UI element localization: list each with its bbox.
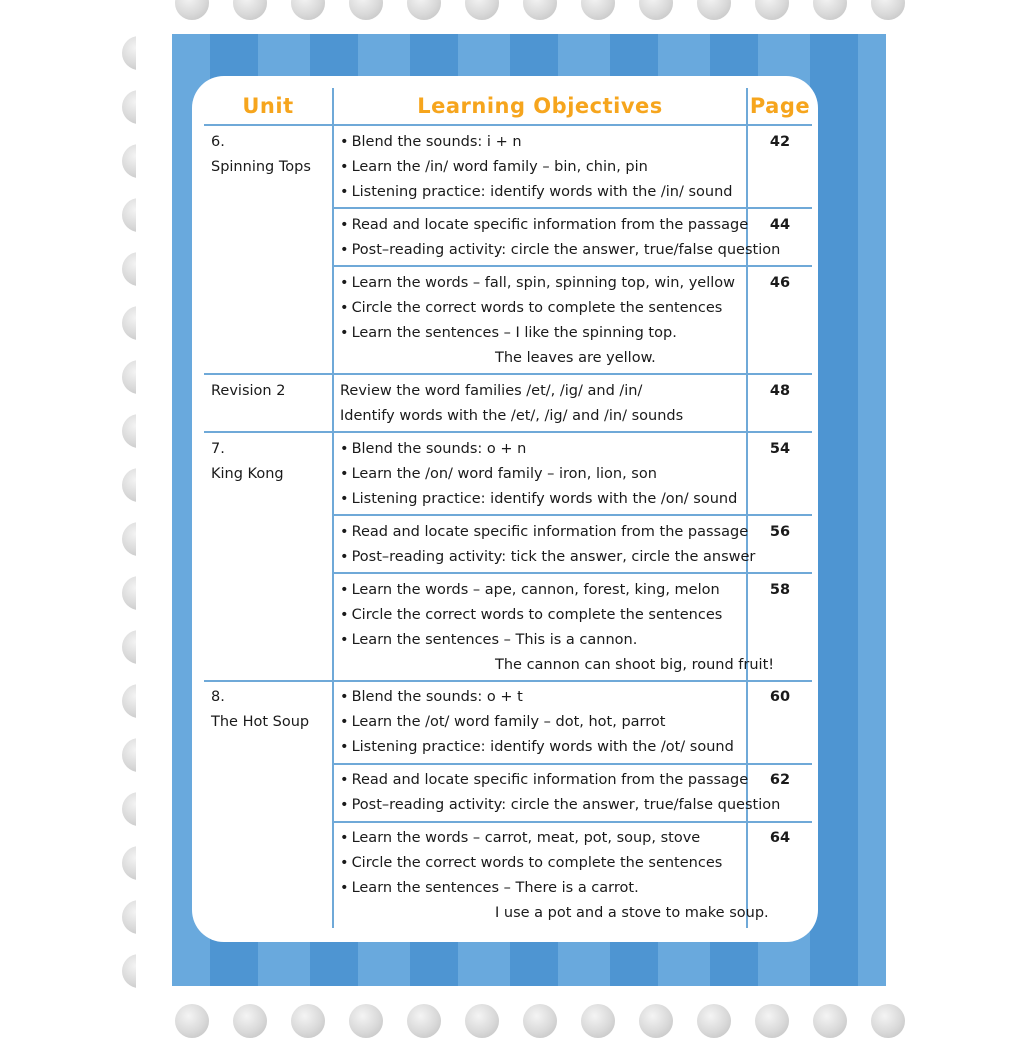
ring-icon	[697, 0, 731, 20]
objective-item: • Listening practice: identify words with the /on/ sound	[340, 487, 737, 512]
page-number: 48	[769, 383, 791, 399]
objective-item: • Listening practice: identify words with the /ot/ sound	[340, 735, 734, 760]
objective-item: • Post–reading activity: tick the answer, circle the answer	[340, 545, 755, 570]
unit-name: The Hot Soup	[211, 714, 310, 730]
ring-icon	[639, 1004, 673, 1038]
ring-icon	[755, 1004, 789, 1038]
ring-icon	[871, 1004, 905, 1038]
objective-item: • Circle the correct words to complete the sentences	[340, 851, 722, 876]
ring-icon	[349, 0, 383, 20]
ring-icon	[291, 0, 325, 20]
unit-number: 6.	[211, 134, 225, 150]
ring-icon	[291, 1004, 325, 1038]
ring-icon	[581, 0, 615, 20]
objective-item: • Learn the /ot/ word family – dot, hot, parrot	[340, 710, 665, 735]
ring-icon	[523, 0, 557, 20]
ring-icon	[813, 0, 847, 20]
objective-item: • Learn the sentences – I like the spinning top.	[340, 321, 677, 346]
objective-item: • Learn the /in/ word family – bin, chin, pin	[340, 155, 648, 180]
objective-item: • Read and locate specific information from the passage	[340, 768, 748, 793]
objective-continuation: The cannon can shoot big, round fruit!	[495, 657, 775, 673]
ring-icon	[581, 1004, 615, 1038]
page-number: 58	[769, 582, 791, 598]
objective-continuation: The leaves are yellow.	[495, 350, 656, 366]
ring-icon	[523, 1004, 557, 1038]
objective-line: Identify words with the /et/, /ig/ and /in/ sounds	[340, 408, 684, 424]
page-number: 64	[769, 830, 791, 846]
header-page: Page	[749, 94, 811, 118]
page-number: 44	[769, 217, 791, 233]
header-unit: Unit	[242, 94, 294, 118]
ring-icon	[465, 1004, 499, 1038]
ring-icon	[871, 0, 905, 20]
objective-item: • Listening practice: identify words with the /in/ sound	[340, 180, 732, 205]
ring-icon	[233, 1004, 267, 1038]
ring-icon	[407, 0, 441, 20]
unit-number: 8.	[211, 689, 225, 705]
objective-item: • Learn the words – ape, cannon, forest, king, melon	[340, 578, 720, 603]
objective-item: • Post–reading activity: circle the answer, true/false question	[340, 238, 780, 263]
ring-icon	[175, 1004, 209, 1038]
ring-icon	[407, 1004, 441, 1038]
unit-name: Revision 2	[211, 383, 286, 399]
unit-name: King Kong	[211, 466, 284, 482]
ring-icon	[233, 0, 267, 20]
objective-item: • Blend the sounds: o + n	[340, 437, 526, 462]
objective-item: • Circle the correct words to complete the sentences	[340, 296, 722, 321]
objective-item: • Read and locate specific information from the passage	[340, 520, 748, 545]
ring-icon	[697, 1004, 731, 1038]
objective-item: • Read and locate specific information from the passage	[340, 213, 748, 238]
objective-item: • Circle the correct words to complete the sentences	[340, 603, 722, 628]
page-number: 42	[769, 134, 791, 150]
unit-number: 7.	[211, 441, 225, 457]
ring-icon	[813, 1004, 847, 1038]
unit-name: Spinning Tops	[211, 159, 311, 175]
objective-item: • Learn the sentences – This is a cannon.	[340, 628, 637, 653]
objective-item: • Learn the words – fall, spin, spinning top, win, yellow	[340, 271, 735, 296]
objective-item: • Blend the sounds: o + t	[340, 685, 523, 710]
page-number: 62	[769, 772, 791, 788]
ring-icon	[755, 0, 789, 20]
page-number: 54	[769, 441, 791, 457]
ring-icon	[349, 1004, 383, 1038]
page-number: 56	[769, 524, 791, 540]
objective-item: • Post–reading activity: circle the answer, true/false question	[340, 793, 780, 818]
ring-icon	[639, 0, 673, 20]
objective-item: • Learn the sentences – There is a carrot.	[340, 876, 639, 901]
objective-item: • Blend the sounds: i + n	[340, 130, 522, 155]
ring-icon	[175, 0, 209, 20]
objective-line: Review the word families /et/, /ig/ and /in/	[340, 383, 643, 399]
objective-item: • Learn the words – carrot, meat, pot, soup, stove	[340, 826, 700, 851]
objective-item: • Learn the /on/ word family – iron, lion, son	[340, 462, 657, 487]
header-learning-objectives: Learning Objectives	[417, 94, 663, 118]
ring-icon	[465, 0, 499, 20]
page-number: 46	[769, 275, 791, 291]
page-number: 60	[769, 689, 791, 705]
objective-continuation: I use a pot and a stove to make soup.	[495, 905, 769, 921]
